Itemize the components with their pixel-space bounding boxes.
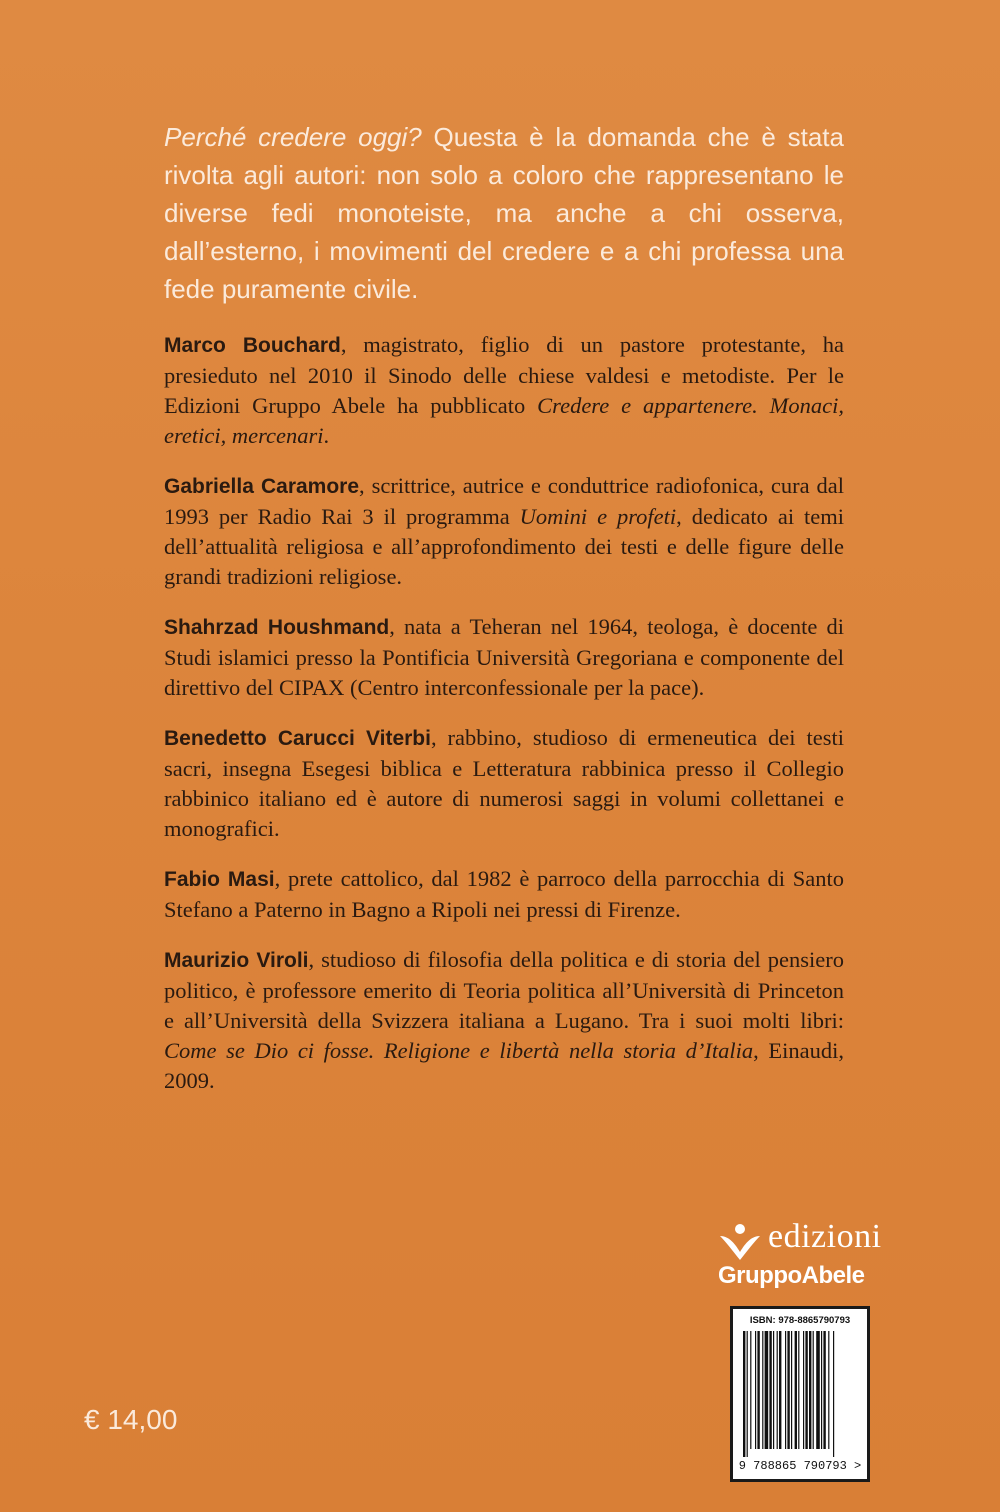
barcode-bar [769,1331,771,1449]
author-bio [164,612,844,703]
book-title: Credere e appartenere. Monaci, eretici, mercenari [164,393,845,448]
barcode-bar [803,1331,804,1449]
barcode-bar [757,1331,759,1449]
author-text: , prete cattolico, dal 1982 è parroco della parrocchia di Santo Stefano a Paterno in Bagno a Ripoli nei pressi di Firenze. [164,866,844,922]
author-bio [164,471,844,592]
barcode-bar [833,1331,834,1457]
barcode-bar [809,1331,811,1449]
barcode-bar [747,1331,748,1457]
barcode-bar [750,1331,751,1449]
price: € 14,00 [84,1404,178,1435]
barcode-bar [787,1331,789,1449]
ean-digits: 9 788865 790793 > [738,1459,862,1473]
publisher-brand: GruppoAbele [718,1262,865,1289]
barcode-bar [805,1331,807,1449]
barcode-bar [779,1331,781,1449]
program-title: Uomini e profeti [519,504,677,529]
isbn-label: ISBN: 978-8865790793 [749,1315,851,1326]
author-name: Gabriella Caramore [164,475,360,498]
author-text-after: , Einaudi, 2009. [164,1038,844,1093]
author-name: Marco Bouchard [164,334,341,357]
barcode-bar [777,1331,778,1449]
publisher-logo [718,1218,918,1298]
barcode-bars [743,1331,857,1457]
author-name: Benedetto Carucci Viterbi [164,727,431,750]
author-name: Maurizio Viroli [164,949,309,972]
barcode-bar [821,1331,822,1449]
barcode-bar [743,1331,745,1457]
gruppo-abele-logo-icon [718,1222,762,1262]
publisher-word: edizioni [768,1218,882,1255]
author-bio [164,330,844,451]
barcode-bar [798,1331,799,1449]
barcode-bar [773,1331,774,1449]
barcode-bar [816,1331,820,1449]
book-title: Come se Dio ci fosse. Religione e libertà nella storia d’Italia [164,1038,754,1063]
barcode-bar [785,1331,786,1449]
author-name: Fabio Masi [164,868,275,891]
author-name: Shahrzad Houshmand [164,616,390,639]
author-bios [164,330,844,1116]
intro-question: Perché credere oggi? [164,122,422,152]
intro-paragraph [164,118,844,308]
author-text: , scrittrice, autrice e conduttrice radiofonica, cura dal 1993 per Radio Rai 3 il programma [164,473,844,529]
author-text: , studioso di filosofia della politica e di storia del pensiero politico, è professore emerito di Teoria politica all’Università di Princeton e all’Università della Svizzera italiana a Lugano. Tra i suoi molti libri: [164,947,844,1033]
author-text-after: . [323,423,330,448]
barcode-bar [791,1331,792,1449]
barcode [730,1306,870,1482]
author-text: , nata a Teheran nel 1964, teologa, è docente di Studi islamici presso la Pontificia Università Gregoriana e componente del direttivo del CIPAX (Centro interconfessionale per la pace). [164,614,844,700]
barcode-bar [762,1331,763,1449]
author-text-after: , dedicato ai temi dell’attualità religiosa e all’approfondimento dei testi e delle figure delle grandi tradizioni religiose. [164,504,844,589]
intro-text: Questa è la domanda che è stata rivolta agli autori: non solo a coloro che rappresentano le diverse fedi monoteiste, ma anche a chi osserva, dall’esterno, i movimenti del credere e a chi professa una fede puramente civile. [164,122,844,304]
author-text: , rabbino, studioso di ermeneutica dei testi sacri, insegna Esegesi biblica e Letteratura rabbinica presso il Collegio rabbinico italiano ed è autore di numerosi saggi in volumi collettanei e monografici. [164,725,844,841]
barcode-bar [765,1331,769,1449]
author-bio [164,723,844,844]
author-bio [164,945,844,1096]
barcode-bar [795,1331,797,1449]
author-text: , magistrato, figlio di un pastore protestante, ha presieduto nel 2010 il Sinodo delle chiese valdesi e metodiste. Per le Edizioni Gruppo Abele ha pubblicato [164,332,844,418]
author-bio [164,864,844,925]
barcode-bar [828,1331,829,1449]
barcode-bar [823,1331,825,1449]
barcode-bar [813,1331,814,1449]
barcode-bar [755,1331,756,1449]
